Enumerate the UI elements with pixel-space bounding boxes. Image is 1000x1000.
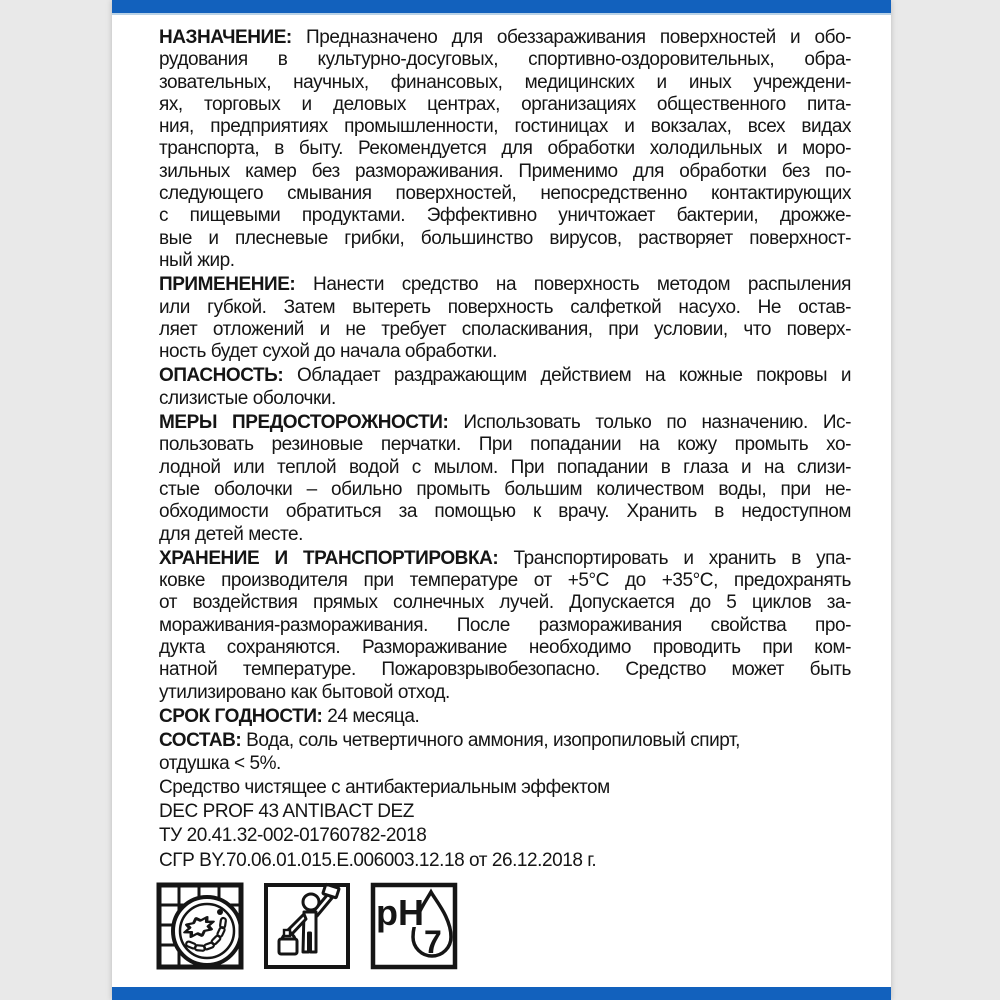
text-block [159, 412, 851, 546]
top-blue-bar [112, 0, 891, 13]
text-block [159, 706, 851, 728]
section-header: НАЗНАЧЕНИЕ: [159, 27, 292, 48]
ph-label: pH [376, 892, 424, 933]
text-line: отдушка < 5%. [159, 752, 281, 774]
text-line: дукта сохраняются. Размораживание необходимо проводить при ком- [159, 637, 851, 659]
text-line: ный жир. [159, 249, 235, 271]
text-line: слизистые оболочки. [159, 387, 336, 409]
text-line: ПРИМЕНЕНИЕ: Нанести средство на поверхность методом распыления [159, 274, 851, 296]
text-line: Средство чистящее с антибактериальным эффектом [159, 776, 610, 798]
text-line: обходимости обратиться за помощью к врачу. Хранить в недоступном [159, 501, 851, 523]
text-line: ТУ 20.41.32-002-01760782-2018 [159, 825, 427, 847]
text-block [159, 274, 851, 363]
section-header: ОПАСНОСТЬ: [159, 365, 284, 387]
ph-neutral-icon [369, 881, 459, 971]
text-line: натной температуре. Пожаровзрывобезопасно. Средство может быть [159, 659, 851, 681]
text-block [159, 365, 851, 410]
bottom-blue-bar [112, 987, 891, 1000]
text-line: для детей месте. [159, 523, 303, 545]
text-line: ХРАНЕНИЕ И ТРАНСПОРТИРОВКА: Транспортировать и хранить в упа- [159, 547, 851, 569]
product-label-page [112, 0, 891, 1000]
section-header: МЕРЫ ПРЕДОСТОРОЖНОСТИ: [159, 412, 449, 434]
microbe-dot [217, 909, 223, 915]
text-line: лодной или теплой водой с мылом. При попадании в глаза и на слизи- [159, 456, 851, 478]
text-block [159, 801, 851, 823]
text-line: DEC PROF 43 ANTIBACT DEZ [159, 801, 414, 823]
section-header: ПРИМЕНЕНИЕ: [159, 274, 296, 296]
text-line: или губкой. Затем вытереть поверхность салфеткой насухо. Не остав- [159, 296, 851, 318]
text-block [159, 27, 851, 272]
text-block [159, 777, 851, 799]
text-line: ляет отложений и не требует споласкивания, при условии, что поверх- [159, 318, 851, 340]
text-line: стые оболочки – обильно промыть большим количеством воды, при не- [159, 478, 851, 500]
text-line: СРОК ГОДНОСТИ: 24 месяца. [159, 705, 420, 727]
text-line: ях, торговых и деловых центрах, организациях общественного пита- [159, 93, 851, 115]
text-line: зовательных, научных, финансовых, медицинских и иных учреждени- [159, 71, 851, 93]
text-line: ность будет сухой до начала обработки. [159, 341, 497, 363]
ph-value: 7 [424, 924, 442, 960]
text-block [159, 825, 851, 847]
text-line: пользовать резиновые перчатки. При попадании на кожу промыть хо- [159, 434, 851, 456]
antibacterial-microbes-icon [155, 881, 245, 971]
text-block [159, 548, 851, 704]
text-line: ОПАСНОСТЬ: Обладает раздражающим действием на кожные покровы и [159, 365, 851, 387]
text-line: от воздействия прямых солнечных лучей. Допускается до 5 циклов за- [159, 592, 851, 614]
text-block [159, 850, 851, 872]
dispose-in-bin-icon [262, 881, 352, 971]
text-block [159, 730, 851, 775]
section-header: ХРАНЕНИЕ И ТРАНСПОРТИРОВКА: [159, 547, 499, 569]
text-line: НАЗНАЧЕНИЕ: Предназначено для обеззараживания поверхностей и обо- [159, 27, 851, 48]
text-line: СОСТАВ: Вода, соль четвертичного аммония, изопропиловый спирт, [159, 730, 740, 752]
text-line: утилизировано как бытовой отход. [159, 681, 450, 703]
text-line: ковке производителя при температуре от +5°С до +35°С, предохранять [159, 570, 851, 592]
text-line: следующего смывания поверхностей, непосредственно контактирующих [159, 183, 851, 205]
text-line: транспорта, в быту. Рекомендуется для обработки холодильных и моро- [159, 138, 851, 160]
text-line: мораживания-размораживания. После размораживания свойства про- [159, 614, 851, 636]
text-line: с пищевыми продуктами. Эффективно уничтожает бактерии, дрожже- [159, 205, 851, 227]
text-line: рудования в культурно-досуговых, спортивно-оздоровительных, обра- [159, 49, 851, 71]
text-line: вые и плесневые грибки, большинство вирусов, растворяет поверхност- [159, 227, 851, 249]
text-line: МЕРЫ ПРЕДОСТОРОЖНОСТИ: Использовать только по назначению. Ис- [159, 412, 851, 434]
text-line: зильных камер без размораживания. Применимо для обработки без по- [159, 160, 851, 182]
text-line: СГР BY.70.06.01.015.Е.006003.12.18 от 26.12.2018 г. [159, 849, 597, 871]
section-header: СРОК ГОДНОСТИ: [159, 705, 323, 727]
label-text [159, 27, 851, 874]
section-header: СОСТАВ: [159, 730, 242, 752]
text-line: ния, предприятиях промышленности, гостиницах и вокзалах, всех видах [159, 116, 851, 138]
pictogram-row [155, 881, 459, 971]
